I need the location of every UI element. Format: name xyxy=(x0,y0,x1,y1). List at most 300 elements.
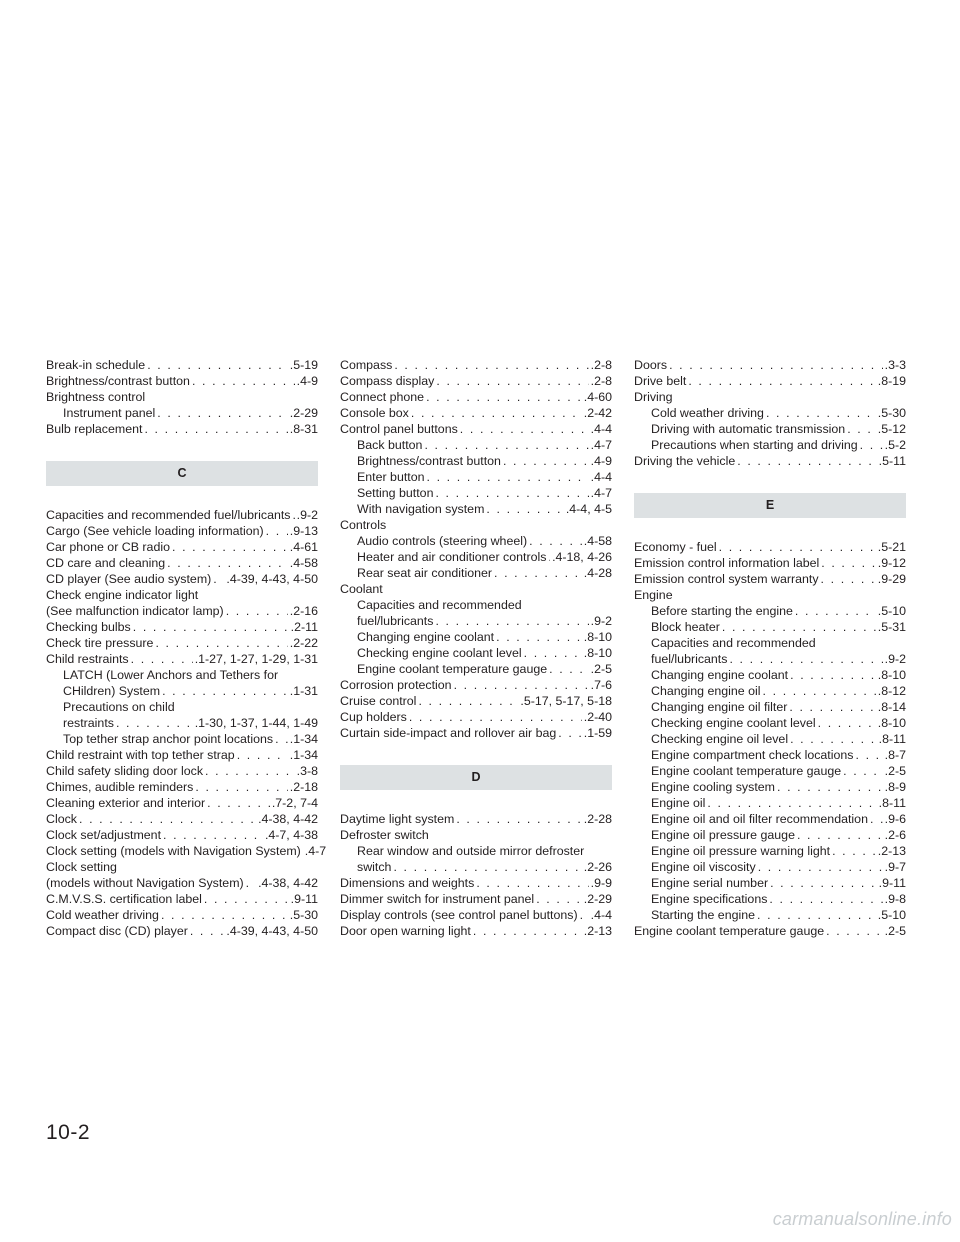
entry-text: Engine oil viscosity xyxy=(651,860,756,874)
entry-text: Engine coolant temperature gauge xyxy=(634,924,825,938)
dot-leader xyxy=(190,923,225,939)
entry-text: Bulb replacement xyxy=(46,422,143,436)
entry-text: Checking bulbs xyxy=(46,620,131,634)
dot-leader xyxy=(870,811,883,827)
index-subentry xyxy=(634,715,906,731)
index-entry xyxy=(46,891,318,907)
entry-text: Economy - fuel xyxy=(634,540,717,554)
dot-leader xyxy=(737,453,876,469)
entry-page-ref: .8-10 xyxy=(877,668,906,682)
entry-page-ref: .9-2 xyxy=(590,614,612,628)
dot-leader xyxy=(821,571,876,587)
dot-leader xyxy=(161,907,288,923)
entry-page-ref: .4-38, 4-42 xyxy=(258,876,318,890)
dot-leader xyxy=(167,555,288,571)
entry-page-ref: .2-40 xyxy=(583,710,612,724)
index-entry xyxy=(46,571,318,587)
entry-page-ref: .1-30, 1-37, 1-44, 1-49 xyxy=(194,716,318,730)
dot-leader xyxy=(758,859,883,875)
entry-page-ref: .8-10 xyxy=(583,630,612,644)
dot-leader xyxy=(496,629,582,645)
entry-page-ref: .2-13 xyxy=(583,924,612,938)
index-column-3 xyxy=(634,357,906,939)
dot-leader xyxy=(409,709,582,725)
index-entry xyxy=(46,635,318,651)
dot-leader xyxy=(393,859,581,875)
index-entry xyxy=(46,587,318,603)
entry-page-ref: .5-10 xyxy=(877,604,906,618)
index-entry xyxy=(634,923,906,939)
entry-text: Display controls (see control panel buttons) xyxy=(340,908,578,922)
dot-leader xyxy=(293,507,295,523)
dot-leader xyxy=(205,763,295,779)
index-entry xyxy=(340,875,612,891)
entry-text: With navigation system xyxy=(357,502,485,516)
index-subentry xyxy=(46,667,318,683)
entry-text: Daytime light system xyxy=(340,812,455,826)
entry-page-ref: .2-42 xyxy=(583,406,612,420)
dot-leader xyxy=(133,619,289,635)
entry-text: Setting button xyxy=(357,486,434,500)
entry-text: CD care and cleaning xyxy=(46,556,166,570)
index-entry xyxy=(634,389,906,405)
index-entry xyxy=(340,677,612,693)
index-entry xyxy=(46,603,318,619)
section-header: D xyxy=(340,765,612,790)
dot-leader xyxy=(763,683,876,699)
dot-leader xyxy=(213,571,224,587)
entry-page-ref: .8-11 xyxy=(878,732,906,746)
dot-leader xyxy=(719,539,876,555)
entry-text: Changing engine coolant xyxy=(357,630,495,644)
index-subentry xyxy=(634,635,906,651)
entry-text: Check tire pressure xyxy=(46,636,154,650)
index-entry xyxy=(340,827,612,843)
entry-text: Precautions on child xyxy=(63,700,175,714)
entry-text: Audio controls (steering wheel) xyxy=(357,534,528,548)
entry-page-ref: .2-5 xyxy=(884,764,906,778)
entry-page-ref: .4-9 xyxy=(296,374,318,388)
dot-leader xyxy=(427,469,589,485)
entry-text: Capacities and recommended fuel/lubricants xyxy=(46,508,291,522)
entry-page-ref: .5-30 xyxy=(877,406,906,420)
entry-text: Before starting the engine xyxy=(651,604,793,618)
dot-leader xyxy=(162,683,288,699)
entry-page-ref: .2-8 xyxy=(590,374,612,388)
index-entry xyxy=(46,373,318,389)
dot-leader xyxy=(524,645,582,661)
entry-page-ref: .2-11 xyxy=(290,620,318,634)
entry-text: Cleaning exterior and interior xyxy=(46,796,206,810)
entry-text: Engine xyxy=(634,588,673,602)
entry-page-ref: .5-31 xyxy=(877,620,906,634)
dot-leader xyxy=(766,405,876,421)
entry-text: Rear seat air conditioner xyxy=(357,566,492,580)
entry-text: Engine serial number xyxy=(651,876,769,890)
entry-page-ref: .4-4, 4-5 xyxy=(565,502,612,516)
index-entry xyxy=(340,891,612,907)
index-entry xyxy=(46,651,318,667)
index-subentry xyxy=(46,405,318,421)
index-subentry xyxy=(634,891,906,907)
index-subentry xyxy=(634,405,906,421)
dot-leader xyxy=(424,437,588,453)
index-subentry xyxy=(340,859,612,875)
entry-text: Clock xyxy=(46,812,77,826)
index-entry xyxy=(634,587,906,603)
index-subentry xyxy=(340,843,612,859)
index-entry xyxy=(46,539,318,555)
entry-text: Engine oil pressure gauge xyxy=(651,828,795,842)
entry-page-ref: .8-14 xyxy=(877,700,906,714)
index-subentry xyxy=(46,683,318,699)
entry-text: Cold weather driving xyxy=(651,406,764,420)
index-entry xyxy=(634,571,906,587)
entry-text: Capacities and recommended xyxy=(651,636,816,650)
entry-page-ref: .9-11 xyxy=(290,892,318,906)
entry-text: LATCH (Lower Anchors and Tethers for xyxy=(63,668,279,682)
dot-leader xyxy=(558,725,582,741)
entry-text: Clock setting (models with Navigation System) xyxy=(46,844,301,858)
dot-leader xyxy=(790,731,877,747)
index-subentry xyxy=(634,747,906,763)
index-entry xyxy=(46,763,318,779)
index-entry xyxy=(46,555,318,571)
dot-leader xyxy=(476,875,588,891)
index-entry xyxy=(340,357,612,373)
entry-text: Top tether strap anchor point locations xyxy=(63,732,274,746)
entry-page-ref: .2-5 xyxy=(884,924,906,938)
entry-page-ref: .3-8 xyxy=(296,764,318,778)
entry-text: Engine oil xyxy=(651,796,706,810)
page-number: 10-2 xyxy=(46,1121,91,1144)
index-entry xyxy=(46,507,318,523)
dot-leader xyxy=(856,747,883,763)
index-entry xyxy=(340,709,612,725)
entry-page-ref: .8-10 xyxy=(877,716,906,730)
dot-leader xyxy=(789,699,875,715)
entry-page-ref: .9-12 xyxy=(877,556,906,570)
index-subentry xyxy=(340,661,612,677)
dot-leader xyxy=(757,907,876,923)
entry-text: Checking engine coolant level xyxy=(651,716,816,730)
dot-leader xyxy=(832,843,876,859)
dot-leader xyxy=(79,811,256,827)
entry-text: Brightness control xyxy=(46,390,146,404)
dot-leader xyxy=(163,827,263,843)
dot-leader xyxy=(144,421,287,437)
entry-text: Door open warning light xyxy=(340,924,471,938)
index-subentry xyxy=(634,731,906,747)
entry-text: Engine cooling system xyxy=(651,780,775,794)
dot-leader xyxy=(843,763,883,779)
index-entry xyxy=(46,389,318,405)
index-entry xyxy=(340,725,612,741)
index-entry xyxy=(634,539,906,555)
entry-text: Child safety sliding door lock xyxy=(46,764,204,778)
dot-leader xyxy=(847,421,876,437)
entry-text: Defroster switch xyxy=(340,828,429,842)
entry-page-ref: .8-10 xyxy=(583,646,612,660)
index-subentry xyxy=(46,715,318,731)
index-subentry xyxy=(634,667,906,683)
entry-page-ref: .8-7 xyxy=(884,748,906,762)
entry-text: Curtain side-impact and rollover air bag xyxy=(340,726,557,740)
index-entry xyxy=(46,875,318,891)
dot-leader xyxy=(237,747,288,763)
entry-text: Emission control system warranty xyxy=(634,572,819,586)
dot-leader xyxy=(246,875,256,891)
dot-leader xyxy=(207,795,270,811)
entry-page-ref: .4-4 xyxy=(590,908,612,922)
entry-page-ref: .8-12 xyxy=(877,684,906,698)
dot-leader xyxy=(797,827,883,843)
entry-page-ref: .5-12 xyxy=(877,422,906,436)
entry-page-ref: .5-11 xyxy=(878,454,906,468)
index-subentry xyxy=(46,731,318,747)
entry-text: Changing engine oil xyxy=(651,684,761,698)
dot-leader xyxy=(494,565,582,581)
index-entry xyxy=(46,421,318,437)
entry-page-ref: .2-28 xyxy=(583,812,612,826)
index-subentry xyxy=(634,437,906,453)
entry-page-ref: .4-39, 4-43, 4-50 xyxy=(226,924,318,938)
entry-page-ref: .2-26 xyxy=(583,860,612,874)
entry-page-ref: .1-34 xyxy=(289,732,318,746)
entry-page-ref: .9-13 xyxy=(289,524,318,538)
entry-page-ref: .4-18, 4-26 xyxy=(552,550,612,564)
entry-text: Break-in schedule xyxy=(46,358,146,372)
entry-text: Changing engine coolant xyxy=(651,668,789,682)
entry-text: Block heater xyxy=(651,620,720,634)
dot-leader xyxy=(821,555,875,571)
entry-page-ref: .4-7 xyxy=(590,438,612,452)
entry-text: restraints xyxy=(63,716,114,730)
dot-leader xyxy=(116,715,193,731)
index-entry xyxy=(46,523,318,539)
entry-text: Driving xyxy=(634,390,673,404)
index-entry xyxy=(340,581,612,597)
dot-leader xyxy=(266,523,288,539)
entry-page-ref: .7-6 xyxy=(590,678,612,692)
watermark: carmanualsonline.info xyxy=(772,1209,952,1229)
entry-text: Engine coolant temperature gauge xyxy=(651,764,842,778)
entry-text: Compass display xyxy=(340,374,435,388)
entry-text: Corrosion protection xyxy=(340,678,452,692)
entry-text: Connect phone xyxy=(340,390,425,404)
index-entry xyxy=(634,357,906,373)
entry-text: Compass xyxy=(340,358,393,372)
dot-leader xyxy=(580,907,589,923)
entry-page-ref: .4-4 xyxy=(590,470,612,484)
dot-leader xyxy=(795,603,876,619)
index-subentry xyxy=(634,763,906,779)
index-subentry xyxy=(634,875,906,891)
dot-leader xyxy=(204,891,289,907)
entry-page-ref: .2-13 xyxy=(877,844,906,858)
entry-text: fuel/lubricants xyxy=(357,614,434,628)
index-subentry xyxy=(340,453,612,469)
entry-text: Engine specifications xyxy=(651,892,768,906)
entry-page-ref: .1-59 xyxy=(583,726,612,740)
dot-leader xyxy=(131,651,193,667)
entry-page-ref: .1-31 xyxy=(289,684,318,698)
dot-leader xyxy=(503,453,589,469)
entry-page-ref: .9-9 xyxy=(590,876,612,890)
entry-text: Engine oil and oil filter recommendation xyxy=(651,812,868,826)
entry-text: Dimmer switch for instrument panel xyxy=(340,892,535,906)
dot-leader xyxy=(172,539,288,555)
entry-text: Control panel buttons xyxy=(340,422,458,436)
entry-text: Console box xyxy=(340,406,409,420)
dot-leader xyxy=(435,613,588,629)
dot-leader xyxy=(147,357,288,373)
entry-page-ref: .5-10 xyxy=(877,908,906,922)
dot-leader xyxy=(155,635,287,651)
index-entry xyxy=(340,923,612,939)
entry-text: Driving the vehicle xyxy=(634,454,736,468)
dot-leader xyxy=(157,405,287,421)
index-subentry xyxy=(634,859,906,875)
index-entry xyxy=(340,811,612,827)
index-subentry xyxy=(634,779,906,795)
index-column-2 xyxy=(340,357,612,939)
index-subentry xyxy=(634,699,906,715)
entry-text: Engine oil pressure warning light xyxy=(651,844,831,858)
entry-page-ref: .4-38, 4-42 xyxy=(258,812,318,826)
index-subentry xyxy=(46,699,318,715)
dot-leader xyxy=(226,603,288,619)
entry-page-ref: .5-21 xyxy=(877,540,906,554)
dot-leader xyxy=(722,619,876,635)
index-subentry xyxy=(634,421,906,437)
index-entry xyxy=(340,517,612,533)
index-entry xyxy=(46,779,318,795)
index-subentry xyxy=(634,795,906,811)
entry-page-ref: .2-18 xyxy=(289,780,318,794)
dot-leader xyxy=(790,667,876,683)
index-subentry xyxy=(340,437,612,453)
entry-text: Changing engine oil filter xyxy=(651,700,788,714)
entry-page-ref: .1-27, 1-27, 1-29, 1-31 xyxy=(194,652,318,666)
dot-leader xyxy=(486,501,563,517)
entry-text: Doors xyxy=(634,358,668,372)
entry-page-ref: .4-61 xyxy=(289,540,318,554)
entry-page-ref: .2-8 xyxy=(590,358,612,372)
entry-text: (models without Navigation System) xyxy=(46,876,244,890)
entry-page-ref: .2-16 xyxy=(289,604,318,618)
dot-leader xyxy=(435,485,588,501)
entry-page-ref: .9-2 xyxy=(296,508,318,522)
dot-leader xyxy=(456,811,581,827)
index-entry xyxy=(634,373,906,389)
dot-leader xyxy=(860,437,883,453)
index-subentry xyxy=(634,651,906,667)
index-entry xyxy=(340,421,612,437)
index-subentry xyxy=(340,597,612,613)
entry-page-ref: .2-29 xyxy=(289,406,318,420)
entry-text: Drive belt xyxy=(634,374,687,388)
entry-page-ref: .8-31 xyxy=(289,422,318,436)
entry-text: Chimes, audible reminders xyxy=(46,780,194,794)
dot-leader xyxy=(426,389,582,405)
entry-text: Cruise control xyxy=(340,694,417,708)
entry-page-ref: .7-2, 7-4 xyxy=(271,796,318,810)
entry-text: Clock setting xyxy=(46,860,117,874)
entry-page-ref: .4-39, 4-43, 4-50 xyxy=(226,572,318,586)
index-subentry xyxy=(634,603,906,619)
index-entry xyxy=(634,555,906,571)
entry-page-ref: .4-7 xyxy=(304,844,327,858)
entry-text: Starting the engine xyxy=(651,908,756,922)
entry-text: Engine compartment check locations xyxy=(651,748,854,762)
entry-text: Controls xyxy=(340,518,387,532)
entry-page-ref: .9-7 xyxy=(884,860,906,874)
index-subentry xyxy=(340,645,612,661)
index-entry xyxy=(46,907,318,923)
index-entry xyxy=(340,907,612,923)
index-entry xyxy=(46,811,318,827)
index-subentry xyxy=(340,501,612,517)
entry-page-ref: .4-28 xyxy=(583,566,612,580)
index-entry xyxy=(46,843,327,859)
entry-text: Dimensions and weights xyxy=(340,876,475,890)
index-subentry xyxy=(340,549,612,565)
section-header: E xyxy=(634,493,906,518)
entry-page-ref: .9-8 xyxy=(884,892,906,906)
entry-page-ref: .4-58 xyxy=(583,534,612,548)
entry-page-ref: .2-22 xyxy=(289,636,318,650)
entry-text: Engine coolant temperature gauge xyxy=(357,662,548,676)
dot-leader xyxy=(473,923,582,939)
dot-leader xyxy=(777,779,883,795)
entry-text: Brightness/contrast button xyxy=(46,374,190,388)
entry-page-ref: .8-19 xyxy=(877,374,906,388)
index-entry xyxy=(340,693,612,709)
index-subentry xyxy=(340,629,612,645)
index-subentry xyxy=(340,533,612,549)
index-subentry xyxy=(634,827,906,843)
dot-leader xyxy=(529,533,582,549)
entry-text: CHildren) System xyxy=(63,684,161,698)
dot-leader xyxy=(707,795,876,811)
entry-text: C.M.V.S.S. certification label xyxy=(46,892,202,906)
entry-page-ref: .9-29 xyxy=(877,572,906,586)
dot-leader xyxy=(826,923,883,939)
entry-page-ref: .4-58 xyxy=(289,556,318,570)
entry-page-ref: .8-9 xyxy=(884,780,906,794)
entry-page-ref: .5-17, 5-17, 5-18 xyxy=(520,694,612,708)
index-entry xyxy=(340,373,612,389)
dot-leader xyxy=(818,715,876,731)
entry-text: (See malfunction indicator lamp) xyxy=(46,604,224,618)
entry-text: Coolant xyxy=(340,582,383,596)
entry-text: Cup holders xyxy=(340,710,407,724)
entry-text: CD player (See audio system) xyxy=(46,572,212,586)
entry-page-ref: .9-11 xyxy=(878,876,906,890)
index-subentry xyxy=(634,907,906,923)
entry-text: Cargo (See vehicle loading information) xyxy=(46,524,264,538)
section-header: C xyxy=(46,461,318,486)
entry-text: Cold weather driving xyxy=(46,908,159,922)
entry-text: Precautions when starting and driving xyxy=(651,438,858,452)
dot-leader xyxy=(436,373,588,389)
dot-leader xyxy=(418,693,518,709)
entry-page-ref: .2-5 xyxy=(590,662,612,676)
entry-page-ref: .4-7, 4-38 xyxy=(264,828,318,842)
entry-text: Heater and air conditioner controls xyxy=(357,550,547,564)
entry-page-ref: .2-6 xyxy=(884,828,906,842)
